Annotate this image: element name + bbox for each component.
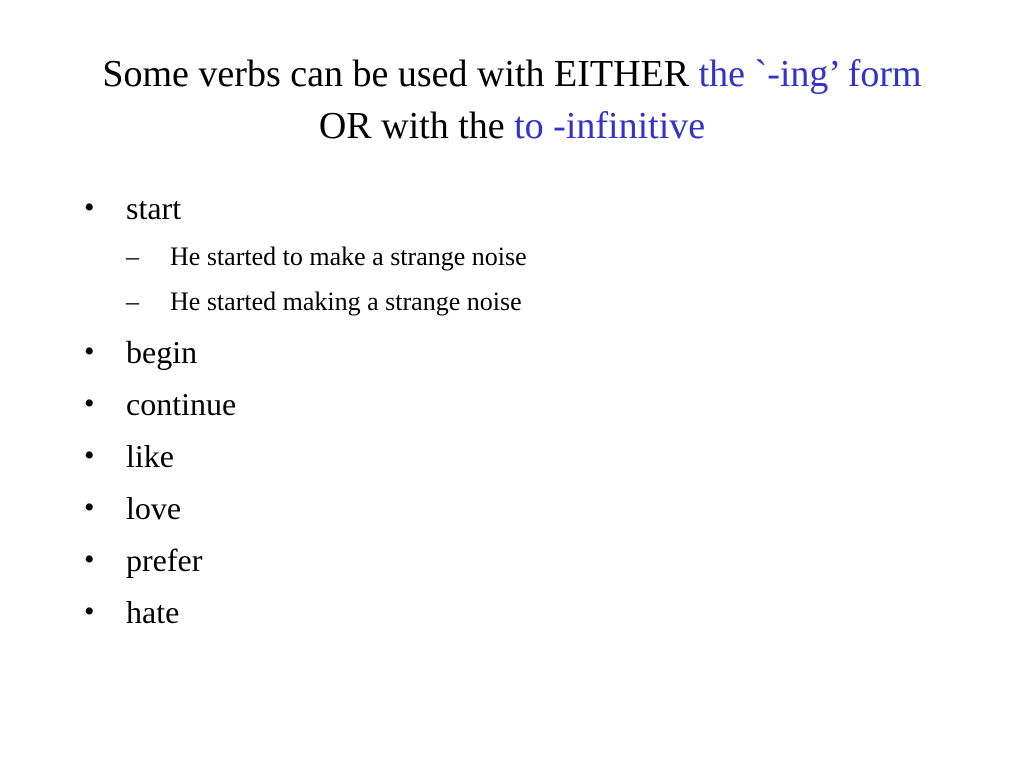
title-accent-ing-form: the `-ing’ form (698, 53, 922, 95)
bullet-icon: • (84, 491, 95, 524)
bullet-label: begin (126, 334, 198, 370)
bullet-list (84, 182, 944, 638)
bullet-label: love (126, 490, 182, 526)
bullet-item-begin (84, 326, 944, 378)
sub-item-example-1 (126, 234, 944, 279)
title-text-2: OR with the (318, 105, 515, 147)
bullet-icon: • (84, 439, 95, 472)
sub-item-label: He started making a strange noise (170, 287, 522, 316)
sub-list-start (126, 234, 944, 324)
bullet-label: prefer (126, 542, 203, 578)
sub-item-label: He started to make a strange noise (170, 242, 527, 271)
bullet-label: start (126, 190, 182, 226)
sub-item-example-2 (126, 279, 944, 324)
bullet-label: hate (126, 594, 180, 630)
title-accent-to-infinitive: to -infinitive (514, 105, 706, 147)
bullet-item-prefer (84, 534, 944, 586)
dash-icon: – (126, 242, 139, 271)
bullet-item-start (84, 182, 944, 324)
bullet-item-love (84, 482, 944, 534)
slide-title (90, 48, 934, 152)
bullet-icon: • (84, 387, 95, 420)
bullet-icon: • (84, 335, 95, 368)
bullet-label: continue (126, 386, 237, 422)
bullet-item-continue (84, 378, 944, 430)
dash-icon: – (126, 287, 139, 316)
bullet-item-like (84, 430, 944, 482)
bullet-icon: • (84, 543, 95, 576)
bullet-icon: • (84, 191, 95, 224)
bullet-item-hate (84, 586, 944, 638)
title-text-1: Some verbs can be used with EITHER (102, 53, 699, 95)
bullet-icon: • (84, 595, 95, 628)
bullet-label: like (126, 438, 174, 474)
